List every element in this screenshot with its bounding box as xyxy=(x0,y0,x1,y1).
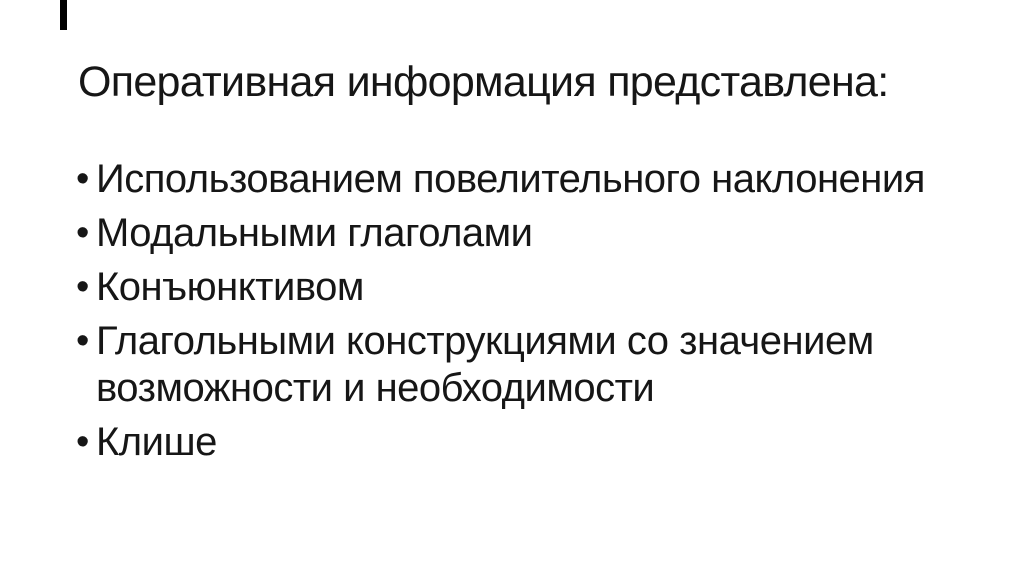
bullet-list xyxy=(76,156,960,473)
bullet-icon: • xyxy=(76,320,89,362)
bullet-item xyxy=(76,264,960,311)
bullet-item xyxy=(76,419,960,466)
bullet-icon: • xyxy=(76,158,89,200)
slide-title: Оперативная информация представлена: xyxy=(78,58,889,106)
bullet-item xyxy=(76,318,960,412)
slide-accent-bar xyxy=(60,0,67,30)
bullet-text: Глагольными конструкциями со значением возможности и необходимости xyxy=(96,319,874,410)
bullet-item xyxy=(76,210,960,257)
bullet-text: Модальными глаголами xyxy=(96,211,533,255)
bullet-item xyxy=(76,156,960,203)
bullet-icon: • xyxy=(76,421,89,463)
bullet-icon: • xyxy=(76,266,89,308)
bullet-text: Использованием повелительного наклонения xyxy=(96,157,925,201)
bullet-icon: • xyxy=(76,212,89,254)
bullet-text: Клише xyxy=(96,420,217,464)
bullet-text: Конъюнктивом xyxy=(96,265,364,309)
